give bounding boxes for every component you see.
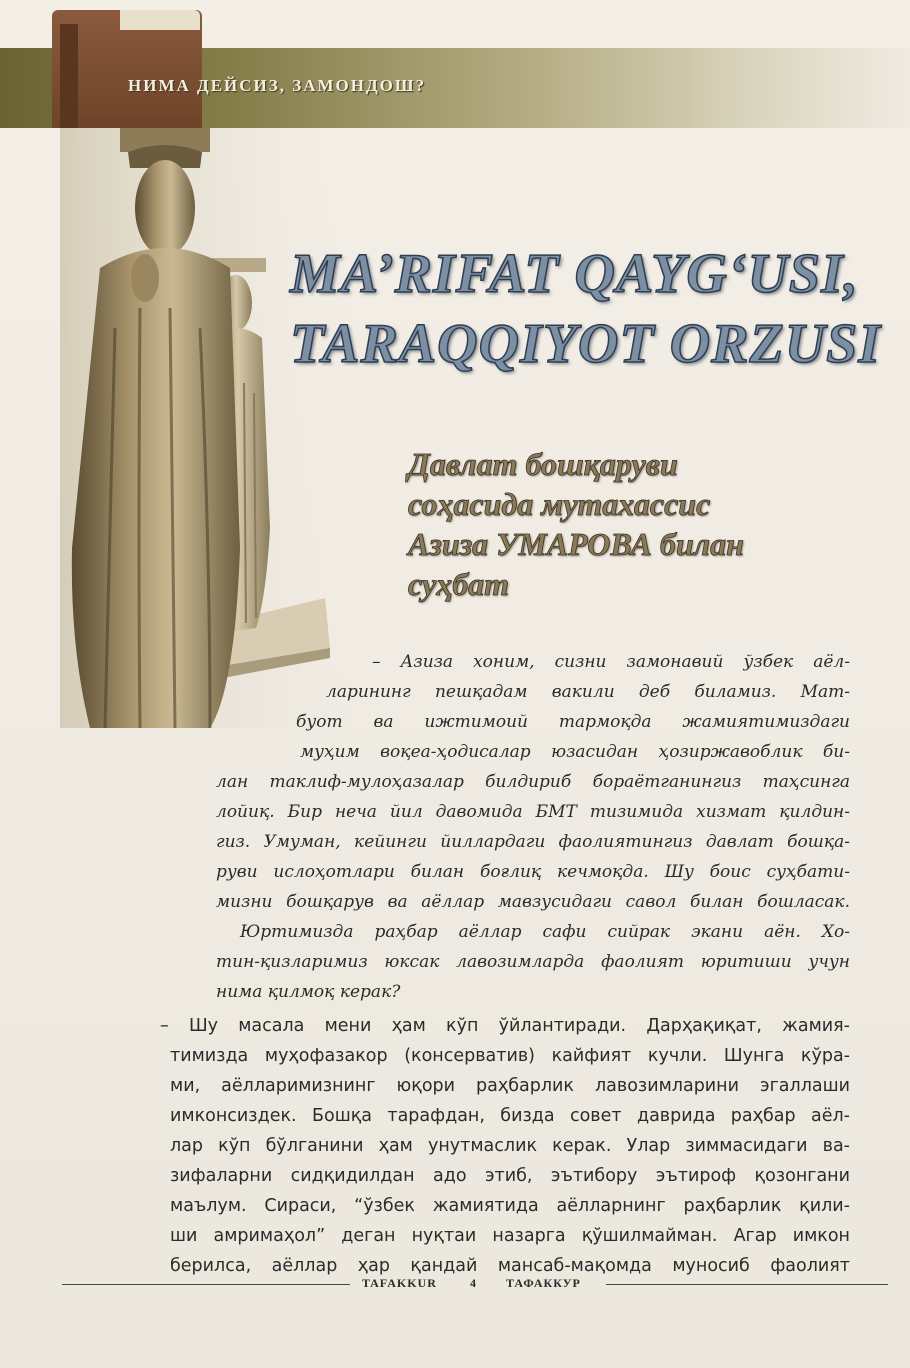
question-line: буот ва ижтимоий тармоқда жамиятимиздаги — [296, 712, 850, 732]
footer-rule-right — [606, 1284, 888, 1285]
article-title-line-1: MA’RIFAT QAYG‘USI, — [290, 243, 859, 305]
question-line: ларининг пешқадам вакили деб биламиз. Мат- — [326, 682, 850, 702]
subtitle-line: суҳбат — [408, 566, 510, 602]
answer-line: зифаларни сидқидилдан адо этиб, эътибору эътироф қозонгани — [170, 1166, 850, 1186]
question-line: гиз. Умуман, кейинги йиллардаги фаолиятингиз давлат бошқа- — [216, 832, 850, 852]
answer-line: ми, аёлларимизнинг юқори раҳбарлик лавозимларини эгаллаши — [170, 1076, 850, 1096]
answer-line: берилса, аёллар ҳар қандай мансаб-мақомда муносиб фаолият — [170, 1256, 850, 1276]
subtitle-line: Азиза УМАРОВА билан — [408, 526, 744, 562]
footer-right-text: ТАФАККУР — [506, 1276, 581, 1290]
question-line: руви ислоҳотлари билан боғлиқ кечмоқда. Шу боис суҳбати- — [216, 862, 850, 882]
answer-line: маълум. Сираси, “ўзбек жамиятида аёлларнинг раҳбарлик қили- — [170, 1196, 850, 1216]
question-line: лан таклиф-мулоҳазалар билдириб бораётганингиз таҳсинга — [216, 772, 850, 792]
footer-rule-left — [62, 1284, 350, 1285]
question-line: мизни бошқарув ва аёллар мавзусидаги савол билан бошласак. — [216, 892, 850, 912]
answer-line: – Шу масала мени ҳам кўп ўйлантиради. Дарҳақиқат, жамия- — [160, 1016, 850, 1036]
answer-line: ши амримаҳол” деган нуқтаи назарга қўшилмайман. Агар имкон — [170, 1226, 850, 1246]
answer-line: тимизда муҳофазакор (консерватив) кайфият кучли. Шунга кўра- — [170, 1046, 850, 1066]
question-line: тин-қизларимиз юксак лавозимларда фаолият юритиши учун — [216, 952, 850, 972]
question-line: муҳим воқеа-ҳодисалар юзасидан ҳозиржавоблик би- — [300, 742, 850, 762]
folder-tab-fold — [60, 24, 78, 128]
question-line: – Азиза хоним, сизни замонавий ўзбек аёл- — [372, 652, 850, 672]
question-line: лойиқ. Бир неча йил давомида БМТ тизимида хизмат қилдин- — [216, 802, 850, 822]
folder-tab-notch — [120, 10, 200, 30]
footer-left-text: TAFAKKUR — [362, 1276, 437, 1290]
article-title-line-2: TARAQQIYOT ORZUSI — [290, 313, 882, 375]
subtitle-line: Давлат бошқаруви — [408, 446, 678, 482]
answer-line: имконсиздек. Бошқа тарафдан, бизда совет даврида раҳбар аёл- — [170, 1106, 850, 1126]
question-line: Юртимизда раҳбар аёллар сафи сийрак экани аён. Хо- — [240, 922, 850, 942]
answer-line: лар кўп бўлганини ҳам унутмаслик керак. Улар зиммасидаги ва- — [170, 1136, 850, 1156]
question-line: нима қилмоқ керак? — [216, 982, 401, 1002]
page-number: 4 — [470, 1276, 477, 1290]
subtitle-line: соҳасида мутахассис — [408, 486, 711, 522]
section-label: НИМА ДЕЙСИЗ, ЗАМОНДОШ? — [128, 76, 427, 95]
caryatid-statues-image — [60, 128, 360, 728]
